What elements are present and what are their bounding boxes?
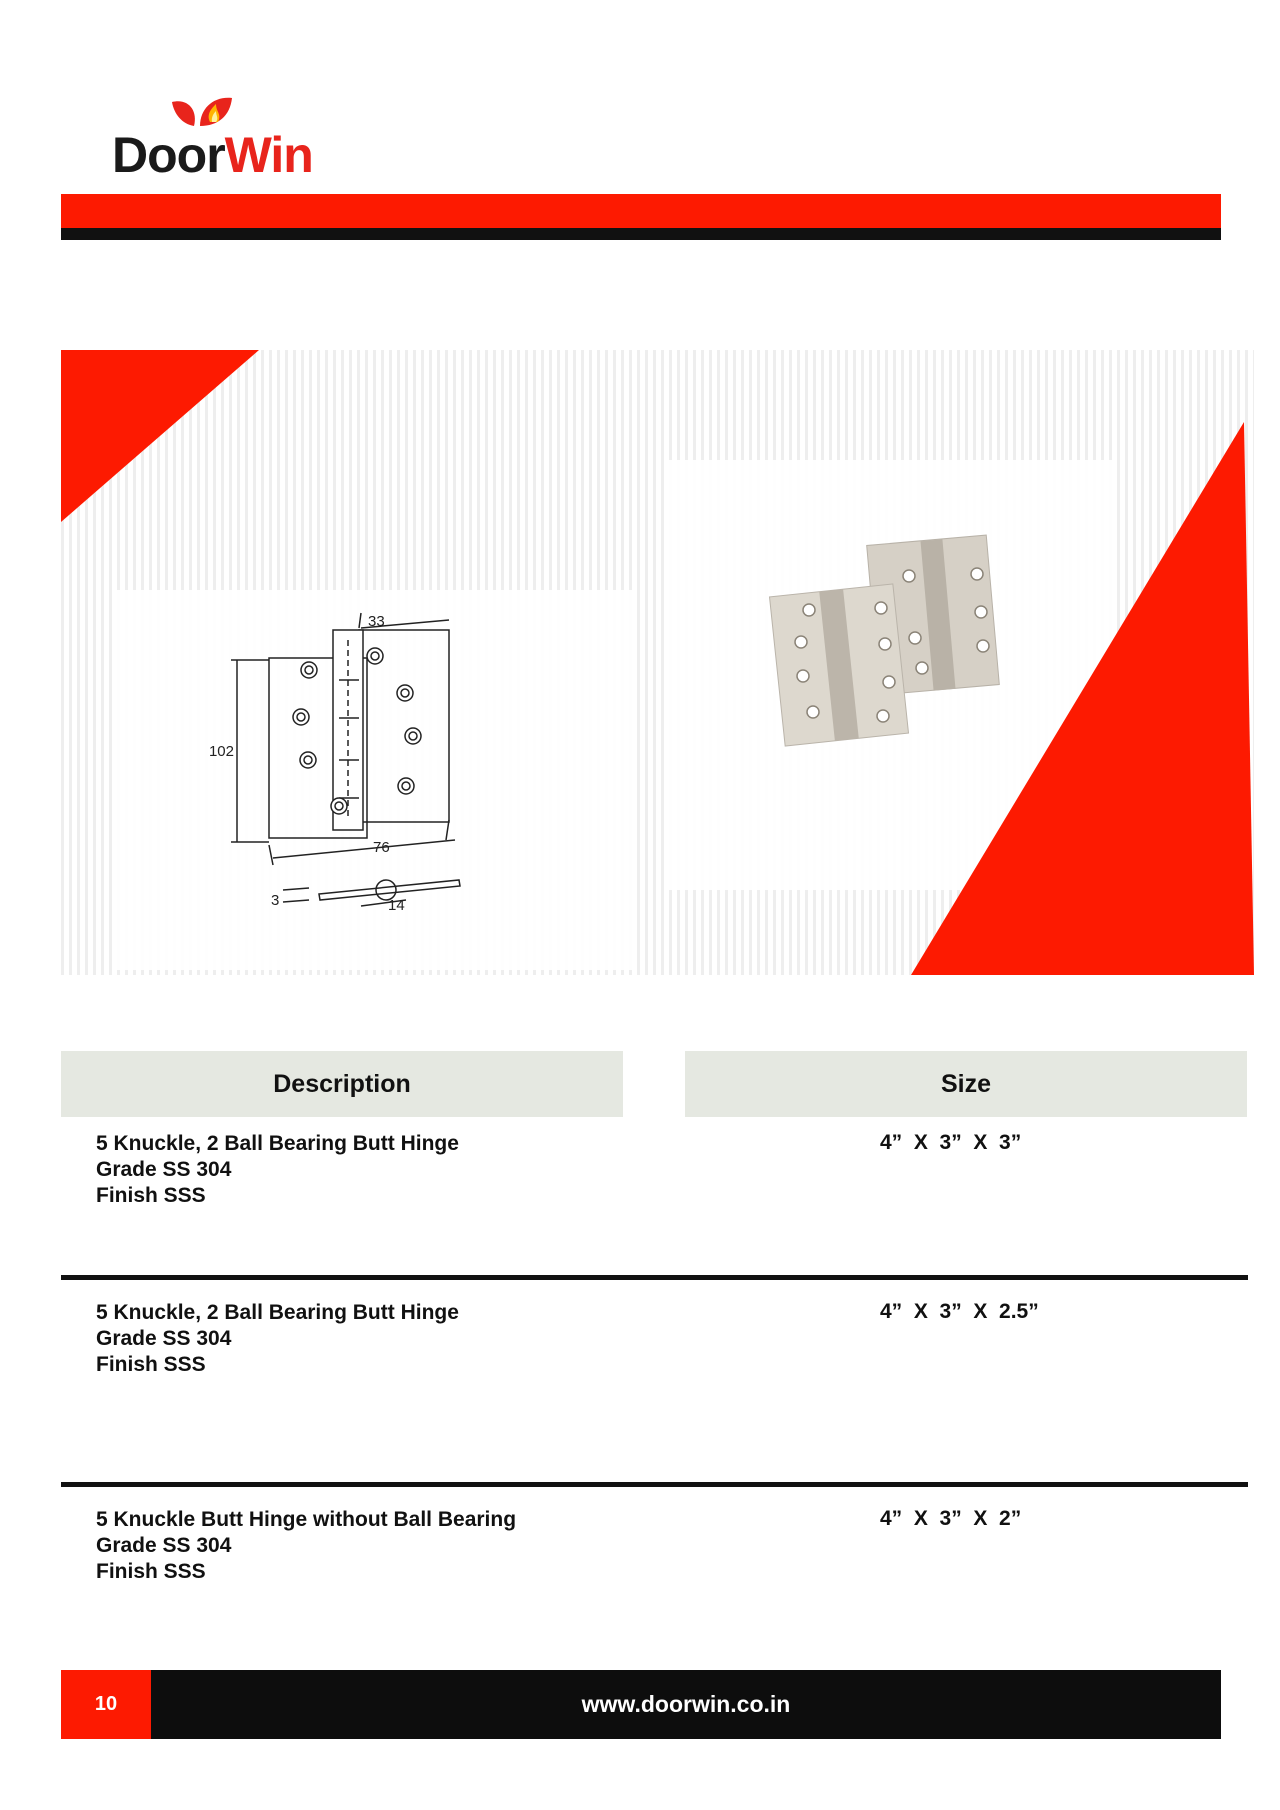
dim-width: 76 [373,839,390,856]
dim-height: 102 [208,743,234,760]
drawing-panel [116,590,636,970]
product-grade: Grade SS 304 [96,1327,232,1350]
brand-logo [112,96,352,183]
page-footer [61,1670,1221,1739]
dim-width-top: 33 [368,613,385,630]
product-banner [61,350,1254,975]
product-name: 5 Knuckle, 2 Ball Bearing Butt Hinge [96,1301,459,1324]
product-grade: Grade SS 304 [96,1534,232,1557]
product-finish: Finish SSS [96,1353,206,1376]
table-row [96,1300,459,1378]
header-black-bar [61,228,1221,240]
brand-door: Door [112,127,225,183]
product-size: 4” X 3” X 3” [880,1131,1022,1154]
product-size: 4” X 3” X 2.5” [880,1300,1039,1323]
description-header: Description [61,1051,623,1117]
product-size: 4” X 3” X 2” [880,1507,1022,1530]
header-red-bar [61,194,1221,228]
row-divider [61,1482,1248,1487]
row-divider [61,1275,1248,1280]
product-grade: Grade SS 304 [96,1158,232,1181]
dim-thickness: 3 [271,892,280,909]
dim-knuckle: 14 [388,897,405,914]
product-name: 5 Knuckle Butt Hinge without Ball Bearing [96,1508,517,1531]
table-row [96,1131,459,1209]
brand-win: Win [224,127,313,183]
size-header: Size [685,1051,1247,1117]
product-finish: Finish SSS [96,1184,206,1207]
page-number: 10 [61,1670,151,1739]
brand-wordmark [112,126,313,184]
product-name: 5 Knuckle, 2 Ball Bearing Butt Hinge [96,1132,459,1155]
website-link[interactable]: www.doorwin.co.in [581,1691,791,1717]
product-finish: Finish SSS [96,1560,206,1583]
table-row [96,1507,516,1585]
